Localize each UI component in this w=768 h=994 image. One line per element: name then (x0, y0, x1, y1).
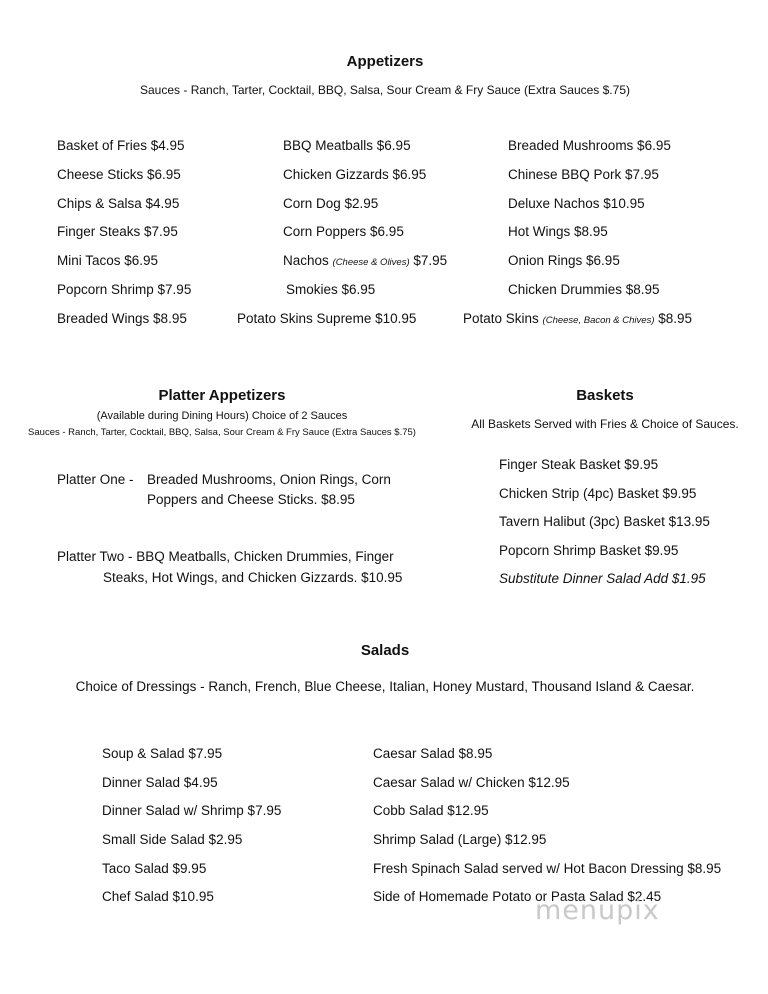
basket-item: Finger Steak Basket $9.95 (499, 457, 659, 472)
salad-item: Cobb Salad $12.95 (373, 803, 489, 818)
menu-item: Breaded Mushrooms $6.95 (508, 138, 671, 153)
item-name: Potato Skins (463, 311, 543, 326)
item-name: Nachos (283, 253, 333, 268)
menu-item: BBQ Meatballs $6.95 (283, 138, 411, 153)
menu-item: Breaded Wings $8.95 (57, 311, 187, 326)
salad-item: Taco Salad $9.95 (102, 861, 207, 876)
menu-item: Corn Dog $2.95 (283, 196, 379, 211)
basket-item: Chicken Strip (4pc) Basket $9.95 (499, 486, 697, 501)
salad-item: Caesar Salad w/ Chicken $12.95 (373, 775, 570, 790)
appetizers-sauces: Sauces - Ranch, Tarter, Cocktail, BBQ, Salsa, Sour Cream & Fry Sauce (Extra Sauces $.75) (140, 83, 630, 97)
menu-item: Chicken Gizzards $6.95 (283, 167, 427, 182)
menu-item: Cheese Sticks $6.95 (57, 167, 181, 182)
menu-item: Corn Poppers $6.95 (283, 224, 404, 239)
platter-one-line1: Breaded Mushrooms, Onion Rings, Corn (147, 472, 391, 487)
platter-subtitle: (Available during Dining Hours) Choice of 2 Sauces (96, 410, 348, 422)
appetizers-title: Appetizers (346, 53, 424, 70)
menu-item: Chinese BBQ Pork $7.95 (508, 167, 659, 182)
menu-item: Chicken Drummies $8.95 (508, 282, 660, 297)
item-price: $7.95 (409, 253, 448, 268)
salad-item: Shrimp Salad (Large) $12.95 (373, 832, 547, 847)
menu-item: Chips & Salsa $4.95 (57, 196, 180, 211)
menu-item: Potato Skins Supreme $10.95 (237, 311, 417, 326)
salad-item: Fresh Spinach Salad served w/ Hot Bacon Dressing $8.95 (373, 861, 722, 876)
menu-item: Popcorn Shrimp $7.95 (57, 282, 192, 297)
baskets-subtitle: All Baskets Served with Fries & Choice of Sauces. (471, 417, 739, 431)
salad-item: Side of Homemade Potato or Pasta Salad $2.45 (373, 889, 662, 904)
menu-item: Basket of Fries $4.95 (57, 138, 185, 153)
menu-item: Smokies $6.95 (286, 282, 376, 297)
menu-item: Onion Rings $6.95 (508, 253, 620, 268)
platter-sauces: Sauces - Ranch, Tarter, Cocktail, BBQ, Salsa, Sour Cream & Fry Sauce (Extra Sauces $.75) (28, 427, 416, 438)
item-price: $8.95 (654, 311, 693, 326)
item-note: (Cheese, Bacon & Chives) (542, 315, 655, 326)
menupix-watermark: menupix (535, 895, 660, 926)
salad-item: Small Side Salad $2.95 (102, 832, 243, 847)
salads-dressings: Choice of Dressings - Ranch, French, Blue Cheese, Italian, Honey Mustard, Thousand Island & Caesar. (75, 679, 695, 694)
salad-item: Chef Salad $10.95 (102, 889, 214, 904)
salad-item: Dinner Salad w/ Shrimp $7.95 (102, 803, 282, 818)
platter-two-line2: Steaks, Hot Wings, and Chicken Gizzards. $10.95 (103, 570, 403, 585)
menu-item: Finger Steaks $7.95 (57, 224, 178, 239)
platter-one-line2: Poppers and Cheese Sticks. $8.95 (147, 492, 355, 507)
platter-one-label: Platter One - (57, 472, 134, 487)
platter-two-line1: Platter Two - BBQ Meatballs, Chicken Drummies, Finger (57, 549, 394, 564)
baskets-title: Baskets (576, 387, 634, 404)
platter-title: Platter Appetizers (158, 387, 286, 404)
salads-title: Salads (360, 642, 410, 659)
basket-item: Popcorn Shrimp Basket $9.95 (499, 543, 679, 558)
menu-item: Hot Wings $8.95 (508, 224, 608, 239)
menu-item-nachos (283, 253, 447, 268)
basket-item: Tavern Halibut (3pc) Basket $13.95 (499, 514, 710, 529)
item-note: (Cheese & Olives) (332, 257, 410, 268)
salad-item: Caesar Salad $8.95 (373, 746, 493, 761)
basket-substitute: Substitute Dinner Salad Add $1.95 (499, 571, 706, 586)
menu-item: Deluxe Nachos $10.95 (508, 196, 645, 211)
salad-item: Dinner Salad $4.95 (102, 775, 218, 790)
salad-item: Soup & Salad $7.95 (102, 746, 223, 761)
menu-item: Mini Tacos $6.95 (57, 253, 159, 268)
menu-item-potato-skins (463, 311, 692, 326)
